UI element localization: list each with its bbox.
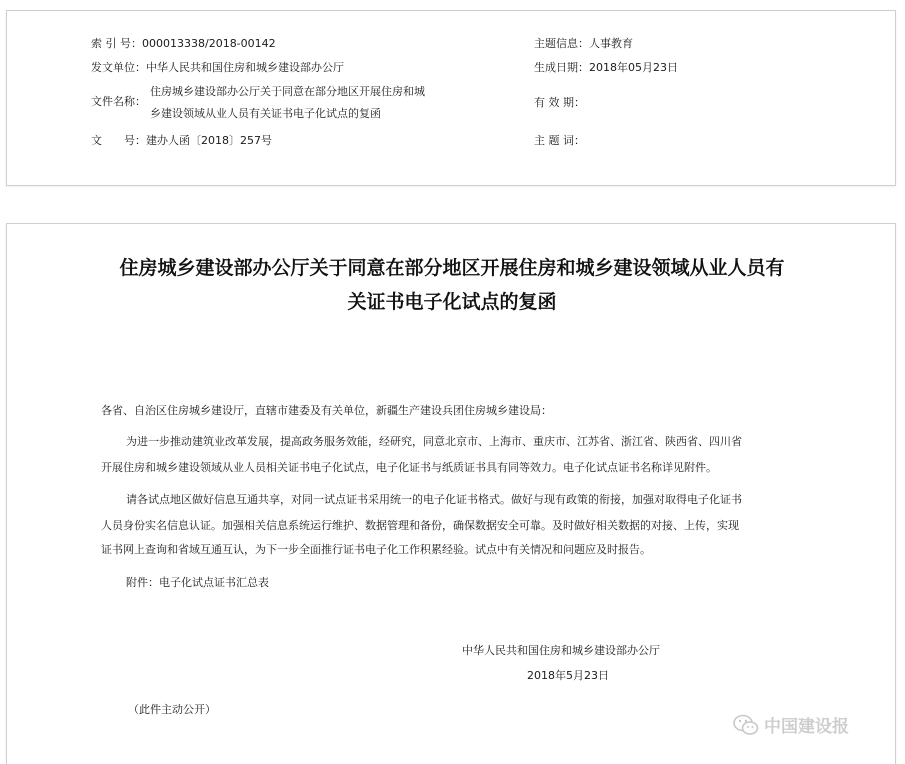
filename-value-line2: 乡建设领域从业人员有关证书电子化试点的复函 <box>150 107 381 120</box>
wechat-icon <box>733 714 759 740</box>
paragraph-1-line2: 开展住房和城乡建设领域从业人员相关证书电子化试点，电子化证书与纸质证书具有同等效力。电子化试点证书名称详见附件。 <box>101 461 717 474</box>
sign-date: 2018年5月23日 <box>527 669 609 682</box>
docno-label: 文 号： <box>91 134 146 147</box>
paragraph-2-line3: 证书网上查询和省域互通互认，为下一步全面推行证书电子化工作积累经验。试点中有关情况和问题应及时报告。 <box>101 543 651 556</box>
validity-row <box>534 96 585 110</box>
index-value: 000013338/2018-00142 <box>142 37 276 50</box>
issuer-value: 中华人民共和国住房和城乡建设部办公厅 <box>146 61 344 74</box>
date-value: 2018年05月23日 <box>589 61 678 74</box>
topic-label: 主题信息： <box>534 37 589 50</box>
issuer-row <box>91 61 344 75</box>
salutation: 各省、自治区住房城乡建设厅，直辖市建委及有关单位，新疆生产建设兵团住房城乡建设局： <box>101 404 552 417</box>
filename-label: 文件名称： <box>91 95 146 108</box>
validity-label: 有 效 期： <box>534 96 585 109</box>
date-label: 生成日期： <box>534 61 589 74</box>
issuer-label: 发文单位： <box>91 61 146 74</box>
signer: 中华人民共和国住房和城乡建设部办公厅 <box>462 644 660 657</box>
keywords-row <box>534 134 585 148</box>
paragraph-2-line1: 请各试点地区做好信息互通共享，对同一试点证书采用统一的电子化证书格式。做好与现有政策的衔接，加强对取得电子化证书 <box>126 493 742 506</box>
filename-value-line1: 住房城乡建设部办公厅关于同意在部分地区开展住房和城 <box>150 85 425 98</box>
index-row <box>91 37 276 51</box>
metadata-panel <box>6 10 896 186</box>
document-title-line1: 住房城乡建设部办公厅关于同意在部分地区开展住房和城乡建设领域从业人员有 <box>119 257 785 279</box>
disclosure-note: （此件主动公开） <box>128 703 216 716</box>
filename-label-row <box>91 95 146 109</box>
watermark-text: 中国建设报 <box>764 717 849 737</box>
document-panel <box>6 223 896 764</box>
topic-value: 人事教育 <box>589 37 633 50</box>
docno-value: 建办人函〔2018〕257号 <box>146 134 272 147</box>
attachment-note: 附件：电子化试点证书汇总表 <box>126 576 269 589</box>
index-label: 索 引 号： <box>91 37 142 50</box>
date-row <box>534 61 678 75</box>
paragraph-1-line1: 为进一步推动建筑业改革发展，提高政务服务效能，经研究，同意北京市、上海市、重庆市、江苏省、浙江省、陕西省、四川省 <box>126 435 742 448</box>
paragraph-2-line2: 人员身份实名信息认证。加强相关信息系统运行维护、数据管理和备份，确保数据安全可靠。及时做好相关数据的对接、上传，实现 <box>101 519 739 532</box>
document-title-line2: 关证书电子化试点的复函 <box>347 291 557 313</box>
topic-row <box>534 37 633 51</box>
keywords-label: 主 题 词： <box>534 134 585 147</box>
docno-row <box>91 134 272 148</box>
